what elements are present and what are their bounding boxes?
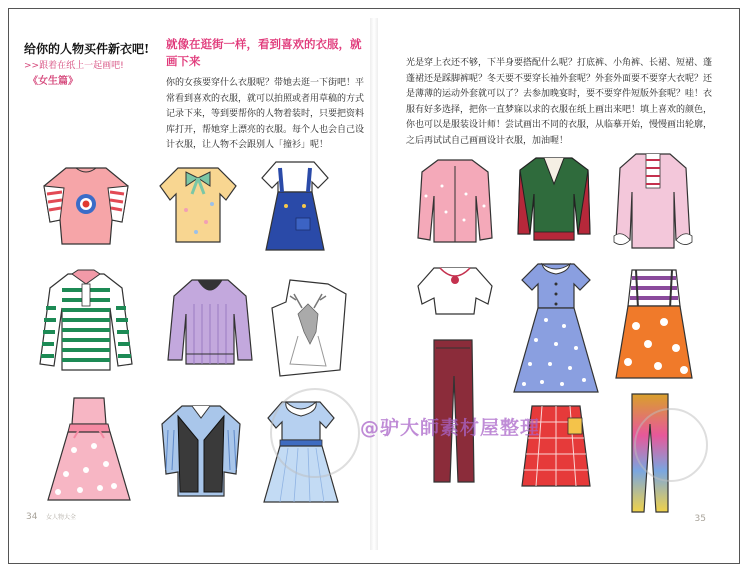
book-gutter [370, 18, 378, 550]
white-bolero-icon [414, 262, 496, 322]
page-number-right: 35 [694, 514, 706, 524]
pink-target-tshirt-icon [36, 160, 136, 250]
green-jacket-icon [514, 154, 594, 246]
orange-suspender-skirt-icon [614, 266, 694, 384]
navy-pinafore-dress-icon [256, 158, 334, 254]
deer-print-top-icon [268, 274, 350, 378]
maroon-pants-icon [428, 336, 478, 486]
left-body-text: 你的女孩要穿什么衣服呢？带她去逛一下街吧！平常看到喜欢的衣服，就可以拍照或者用草稿的方式记录下来，等到要帮你的人物着装时，只要把资料库打开，帮她穿上漂亮的衣服。每个人也会自己设计衣服，让人物不会跟别人「撞衫」呢！ [166, 78, 365, 150]
watermark-stamp-right [634, 408, 708, 482]
right-body-text: 光是穿上衣还不够，下半身要搭配什么呢？打底裤、小角裤、长裙、短裙、蓬蓬裙还是踩脚裤呢？冬天要不要穿长袖外套呢？外套外面要不要穿大衣呢？还是薄薄的运动外套就可以了？去参加晚宴时，要不要穿件短版外套呢？哇！衣服有好多选择，把你一直梦寐以求的衣服在纸上画出来吧！填上喜欢的颜色，你也可以是服装设计师！尝试画出不同的衣服，从临摹开始，慢慢画出轮廓，之后再试试自己画画设计衣服，加油喔！ [406, 58, 713, 146]
purple-sweater-icon [164, 274, 256, 368]
book-spread [18, 18, 730, 550]
page-subtitle: >>跟着在纸上一起画吧! [24, 61, 124, 71]
section-badge: 《女生篇》 [28, 76, 78, 87]
yellow-bow-blouse-icon [156, 160, 240, 248]
page-title: 给你的人物买件新衣吧! [24, 42, 150, 56]
pink-coat-icon [612, 148, 694, 252]
pink-cardigan-icon [416, 156, 494, 246]
blue-polka-dress-icon [510, 260, 602, 398]
watermark-stamp-left [270, 388, 360, 478]
blue-vest-shirt-icon [156, 400, 246, 500]
section-heading: 就像在逛街一样，看到喜欢的衣服，就画下来 [166, 37, 362, 68]
running-head: 女人物大全 [46, 514, 77, 521]
watermark-text: @驴大師素材屋整理 [360, 417, 541, 439]
page-number-left: 34 [26, 512, 38, 522]
pink-polka-dress-icon [44, 394, 134, 506]
green-striped-polo-icon [36, 268, 136, 376]
